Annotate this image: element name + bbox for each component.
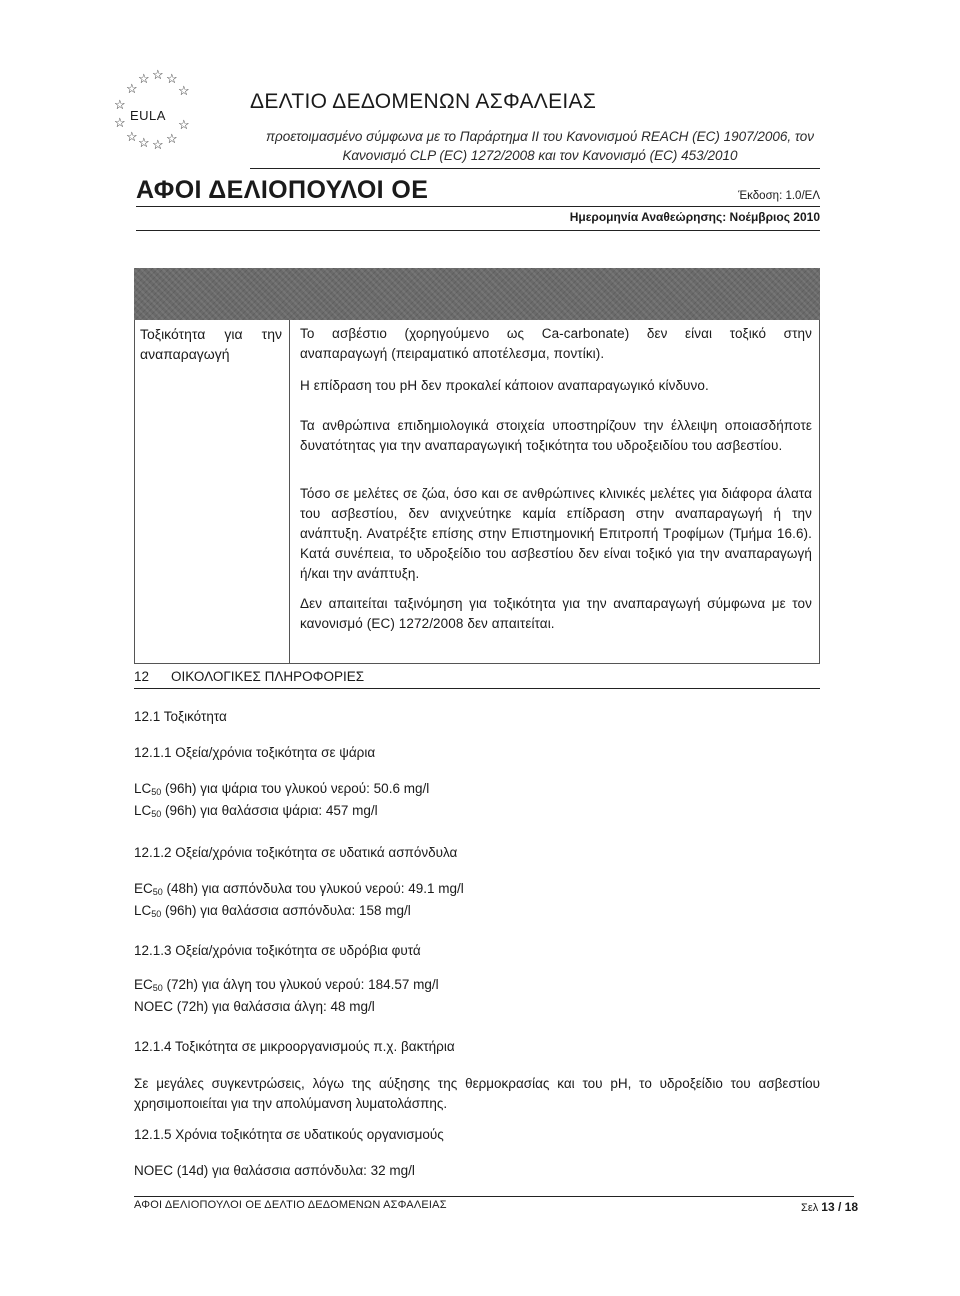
metric-label: LC (134, 903, 152, 918)
metric-subscript: 50 (152, 887, 163, 897)
header-rule (250, 168, 820, 169)
paragraph-line: Το ασβέστιο (χορηγούμενο ως Ca-carbonate) δεν είναι τοξικό στην (300, 326, 812, 341)
star-icon: ☆ (178, 83, 190, 98)
metric-value: (96h) για θαλάσσια ψάρια: 457 mg/l (161, 803, 378, 818)
metric-value: (96h) για θαλάσσια ασπόνδυλα: 158 mg/l (161, 903, 411, 918)
star-icon: ☆ (152, 67, 164, 82)
subtitle-line: προετοιμασμένο σύμφωνα με το Παράρτημα ΙΙ του Κανονισμού REACH (EC) 1907/2006, τον (265, 129, 815, 144)
row-label-line: Τοξικότητα για την (140, 326, 282, 342)
metric-subscript: 50 (151, 787, 162, 797)
metric-subscript: 50 (152, 983, 163, 993)
metric-value: (96h) για ψάρια του γλυκού νερού: 50.6 mg/l (161, 781, 430, 796)
footer-rule (134, 1196, 854, 1197)
metric-label: EC (134, 881, 153, 896)
metric-label: EC (134, 977, 153, 992)
section-heading (134, 668, 364, 686)
section-number: 12 (134, 669, 150, 684)
header-rule (136, 230, 820, 231)
star-icon: ☆ (152, 137, 164, 152)
value-line (134, 880, 464, 901)
logo-text: EULA (130, 108, 166, 123)
paragraph-studies: Τόσο σε μελέτες σε ζώα, όσο και σε ανθρώπινες κλινικές μελέτες για διάφορα άλατα του ασβεστίου, δεν ανιχνεύτηκε καμία επίδραση στην αναπαραγωγή ή την ανάπτυξη. Ανατρέξτε επίσης στην Επιστημονική Επιτροπή Τροφίμων (Τμήμα 16.6). Κατά συνέπεια, το υδροξείδιο του ασβεστίου δεν είναι τοξικό για την αναπαραγωγή ή/και την ανάπτυξη. (300, 486, 812, 581)
value-line: NOEC (14d) για θαλάσσια ασπόνδυλα: 32 mg/l (134, 1163, 415, 1178)
company-name: ΑΦΟΙ ΔΕΛΙΟΠΟΥΛΟΙ ΟΕ (136, 176, 429, 204)
metric-subscript: 50 (151, 809, 162, 819)
metric-label: LC (134, 781, 152, 796)
metric-value: (48h) για ασπόνδυλα του γλυκού νερού: 49.1 mg/l (162, 881, 464, 896)
subsection-heading: 12.1 Τοξικότητα (134, 709, 227, 724)
star-icon: ☆ (138, 71, 150, 86)
page-count: 13 / 18 (821, 1200, 858, 1214)
star-icon: ☆ (114, 97, 126, 112)
star-icon: ☆ (126, 129, 138, 144)
subsection-heading: 12.1.1 Οξεία/χρόνια τοξικότητα σε ψάρια (134, 745, 376, 760)
subsection-heading: 12.1.3 Οξεία/χρόνια τοξικότητα σε υδρόβια φυτά (134, 943, 421, 958)
paragraph-epidemiology: Τα ανθρώπινα επιδημιολογικά στοιχεία υποστηρίζουν την έλλειψη οποιασδήποτε δυνατότητας για την αναπαραγωγική τοξικότητα του υδροξειδίου του ασβεστίου. (300, 418, 812, 453)
subsection-heading: 12.1.4 Τοξικότητα σε μικροοργανισμούς π.χ. βακτήρια (134, 1039, 455, 1054)
subtitle-line: Κανονισμό CLP (EC) 1272/2008 και τον Κανονισμό (EC) 453/2010 (342, 148, 738, 163)
star-icon: ☆ (166, 131, 178, 146)
section-rule (134, 688, 820, 689)
page-prefix: Σελ (801, 1202, 822, 1214)
table-divider (289, 320, 290, 664)
value-line (134, 802, 378, 823)
table-row-label (140, 324, 282, 364)
document-title: ΔΕΛΤΙΟ ΔΕΔΟΜΕΝΩΝ ΑΣΦΑΛΕΙΑΣ (250, 90, 597, 113)
paragraph-ph: Η επίδραση του pH δεν προκαλεί κάποιον αναπαραγωγικό κίνδυνο. (300, 378, 709, 393)
paragraph-line: αναπαραγωγή (πειραματικό αποτέλεσμα, ποντίκι). (300, 346, 605, 361)
page-number (760, 1200, 858, 1214)
edition-label: Έκδοση: 1.0/ΕΛ (738, 190, 820, 202)
footer-company: ΑΦΟΙ ΔΕΛΙΟΠΟΥΛΟΙ ΟΕ ΔΕΛΤΙΟ ΔΕΔΟΜΕΝΩΝ ΑΣΦΑΛΕΙΑΣ (134, 1199, 447, 1211)
value-line (134, 976, 439, 997)
table-header-banner (134, 268, 820, 320)
metric-subscript: 50 (151, 909, 162, 919)
revision-date: Ημερομηνία Αναθεώρησης: Νοέμβριος 2010 (569, 210, 820, 224)
star-icon: ☆ (166, 71, 178, 86)
paragraph-classification: Δεν απαιτείται ταξινόμηση για τοξικότητα για την αναπαραγωγή σύμφωνα με τον κανονισμό (EC) 1272/2008 δεν απαιτείται. (300, 596, 812, 631)
star-icon: ☆ (138, 135, 150, 150)
metric-value: (72h) για άλγη του γλυκού νερού: 184.57 mg/l (162, 977, 439, 992)
paragraph-calcium (300, 324, 812, 364)
section-title: ΟΙΚΟΛΟΓΙΚΕΣ ΠΛΗΡΟΦΟΡΙΕΣ (171, 669, 365, 684)
header-rule (136, 206, 820, 207)
value-line: NOEC (72h) για θαλάσσια άλγη: 48 mg/l (134, 999, 375, 1014)
eula-logo (100, 67, 210, 152)
star-icon: ☆ (178, 117, 190, 132)
subsection-heading: 12.1.2 Οξεία/χρόνια τοξικότητα σε υδατικά ασπόνδυλα (134, 845, 458, 860)
subsection-heading: 12.1.5 Χρόνια τοξικότητα σε υδατικούς οργανισμούς (134, 1127, 444, 1142)
value-line (134, 902, 411, 923)
value-line (134, 780, 429, 801)
metric-label: LC (134, 803, 152, 818)
star-icon: ☆ (114, 115, 126, 130)
regulation-subtitle (250, 127, 830, 165)
row-label-line: αναπαραγωγή (140, 346, 230, 362)
star-icon: ☆ (126, 81, 138, 96)
paragraph-microorganisms: Σε μεγάλες συγκεντρώσεις, λόγω της αύξησης της θερμοκρασίας και του pH, το υδροξείδιο του ασβεστίου χρησιμοποιείται για την απολύμανση λυματολάσπης. (134, 1076, 820, 1111)
